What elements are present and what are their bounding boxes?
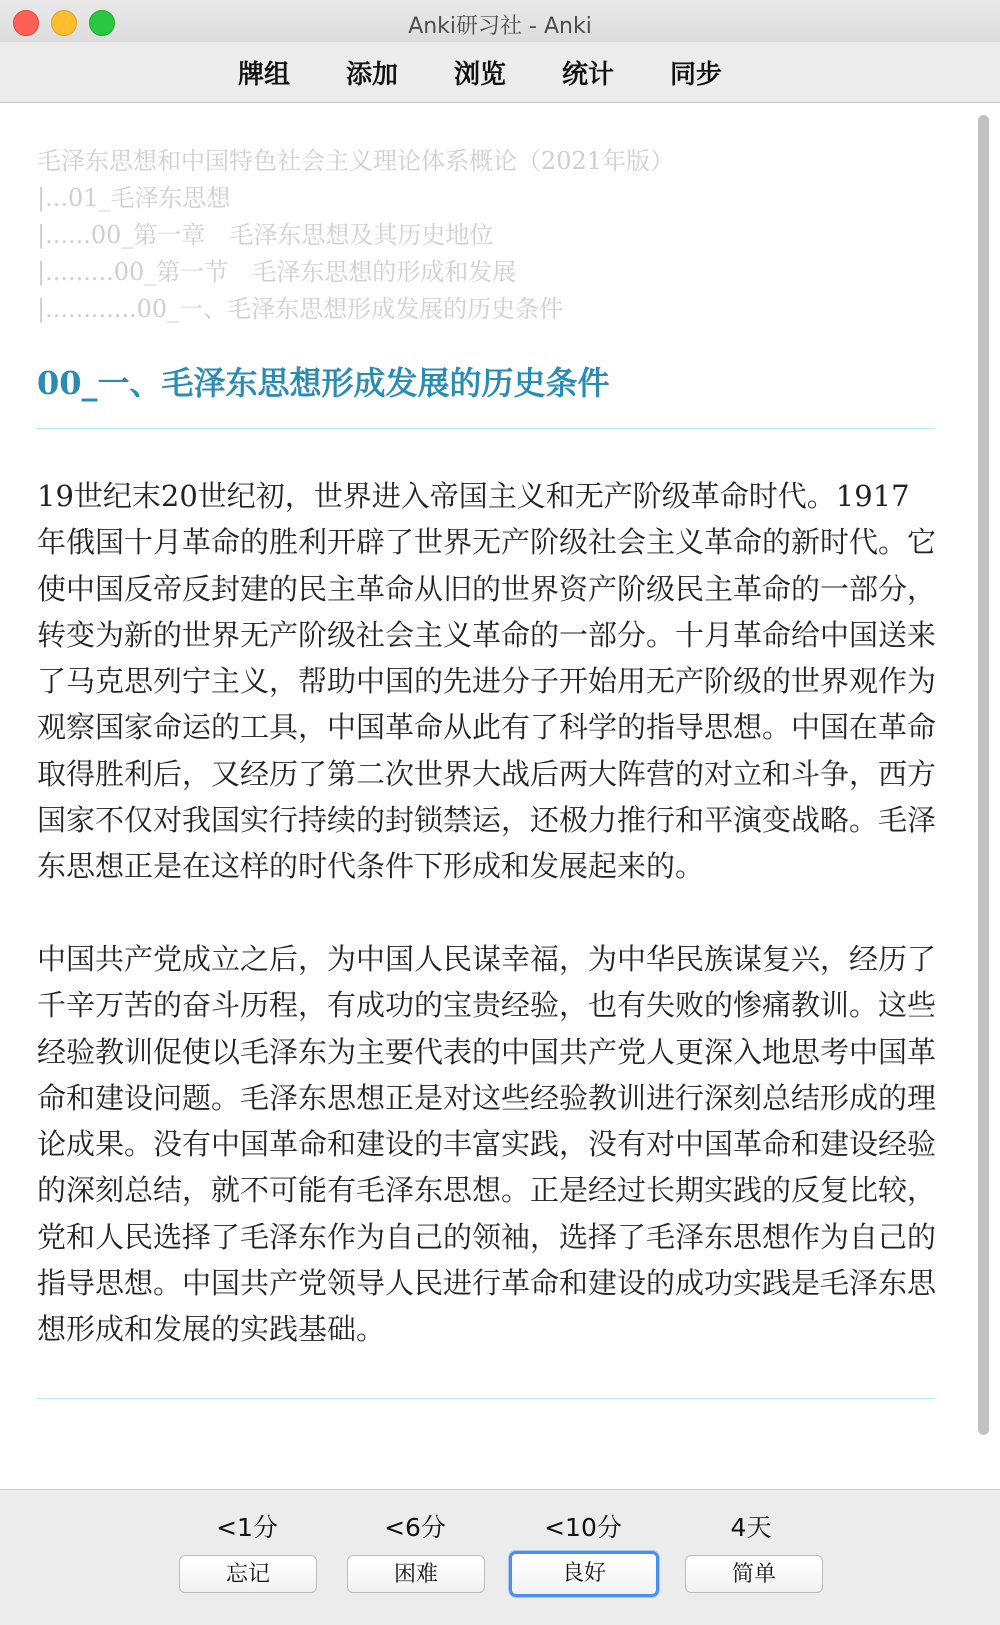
interval-easy: 4天 — [730, 1513, 772, 1542]
nav-stats[interactable]: 统计 — [562, 60, 615, 90]
easy-button[interactable]: 简单 — [685, 1555, 823, 1593]
window-title: Anki研习社 - Anki — [408, 14, 592, 39]
breadcrumb-item: |...01_毛泽东思想 — [37, 184, 231, 212]
title-bar — [0, 0, 1000, 42]
nav-add[interactable]: 添加 — [346, 60, 399, 90]
breadcrumb-item: 毛泽东思想和中国特色社会主义理论体系概论（2021年版） — [37, 147, 675, 175]
scrollbar[interactable] — [970, 103, 1000, 1489]
scrollbar-thumb[interactable] — [978, 115, 989, 1435]
breadcrumb-item: |.........00_第一节 毛泽东思想的形成和发展 — [37, 258, 517, 286]
again-button[interactable]: 忘记 — [179, 1555, 317, 1593]
breadcrumb-item: |......00_第一章 毛泽东思想及其历史地位 — [37, 221, 494, 249]
heading-divider — [37, 428, 935, 429]
hard-button[interactable]: 困难 — [347, 1555, 485, 1593]
interval-good: <10分 — [544, 1513, 622, 1542]
bottom-divider — [37, 1398, 935, 1399]
card-paragraph: 19世纪末20世纪初，世界进入帝国主义和无产阶级革命时代。1917年俄国十月革命的胜利开辟了世界无产阶级社会主义革命的新时代。它使中国反帝反封建的民主革命从旧的世界资产阶级民主革命的一部分，转变为新的世界无产阶级社会主义革命的一部分。十月革命给中国送来了马克思列宁主义，帮助中国的先进分子开始用无产阶级的世界观作为观察国家命运的工具，中国革命从此有了科学的指导思想。中国在革命取得胜利后，又经历了第二次世界大战后两大阵营的对立和斗争，西方国家不仅对我国实行持续的封锁禁运，还极力推行和平演变战略。毛泽东思想正是在这样的时代条件下形成和发展起来的。 — [37, 479, 937, 884]
good-button[interactable]: 良好 — [509, 1551, 659, 1597]
nav-sync[interactable]: 同步 — [670, 60, 723, 90]
breadcrumb-item: |............00_一、毛泽东思想形成发展的历史条件 — [37, 295, 564, 323]
nav-browse[interactable]: 浏览 — [454, 60, 507, 90]
nav-decks[interactable]: 牌组 — [238, 60, 291, 90]
card-heading: 00_一、毛泽东思想形成发展的历史条件 — [37, 364, 610, 402]
card-paragraph: 中国共产党成立之后，为中国人民谋幸福，为中华民族谋复兴，经历了千辛万苦的奋斗历程，有成功的宝贵经验，也有失败的惨痛教训。这些经验教训促使以毛泽东为主要代表的中国共产党人更深入地思考中国革命和建设问题。毛泽东思想正是对这些经验教训进行深刻总结形成的理论成果。没有中国革命和建设的丰富实践，没有对中国革命和建设经验的深刻总结，就不可能有毛泽东思想。正是经过长期实践的反复比较，党和人民选择了毛泽东作为自己的领袖，选择了毛泽东思想作为自己的指导思想。中国共产党领导人民进行革命和建设的成功实践是毛泽东思想形成和发展的实践基础。 — [37, 942, 937, 1347]
main-toolbar — [0, 42, 1000, 103]
interval-hard: <6分 — [384, 1513, 446, 1542]
breadcrumb — [37, 143, 937, 328]
card-content — [0, 103, 970, 1489]
answer-bar — [0, 1489, 1000, 1625]
interval-again: <1分 — [216, 1513, 278, 1542]
